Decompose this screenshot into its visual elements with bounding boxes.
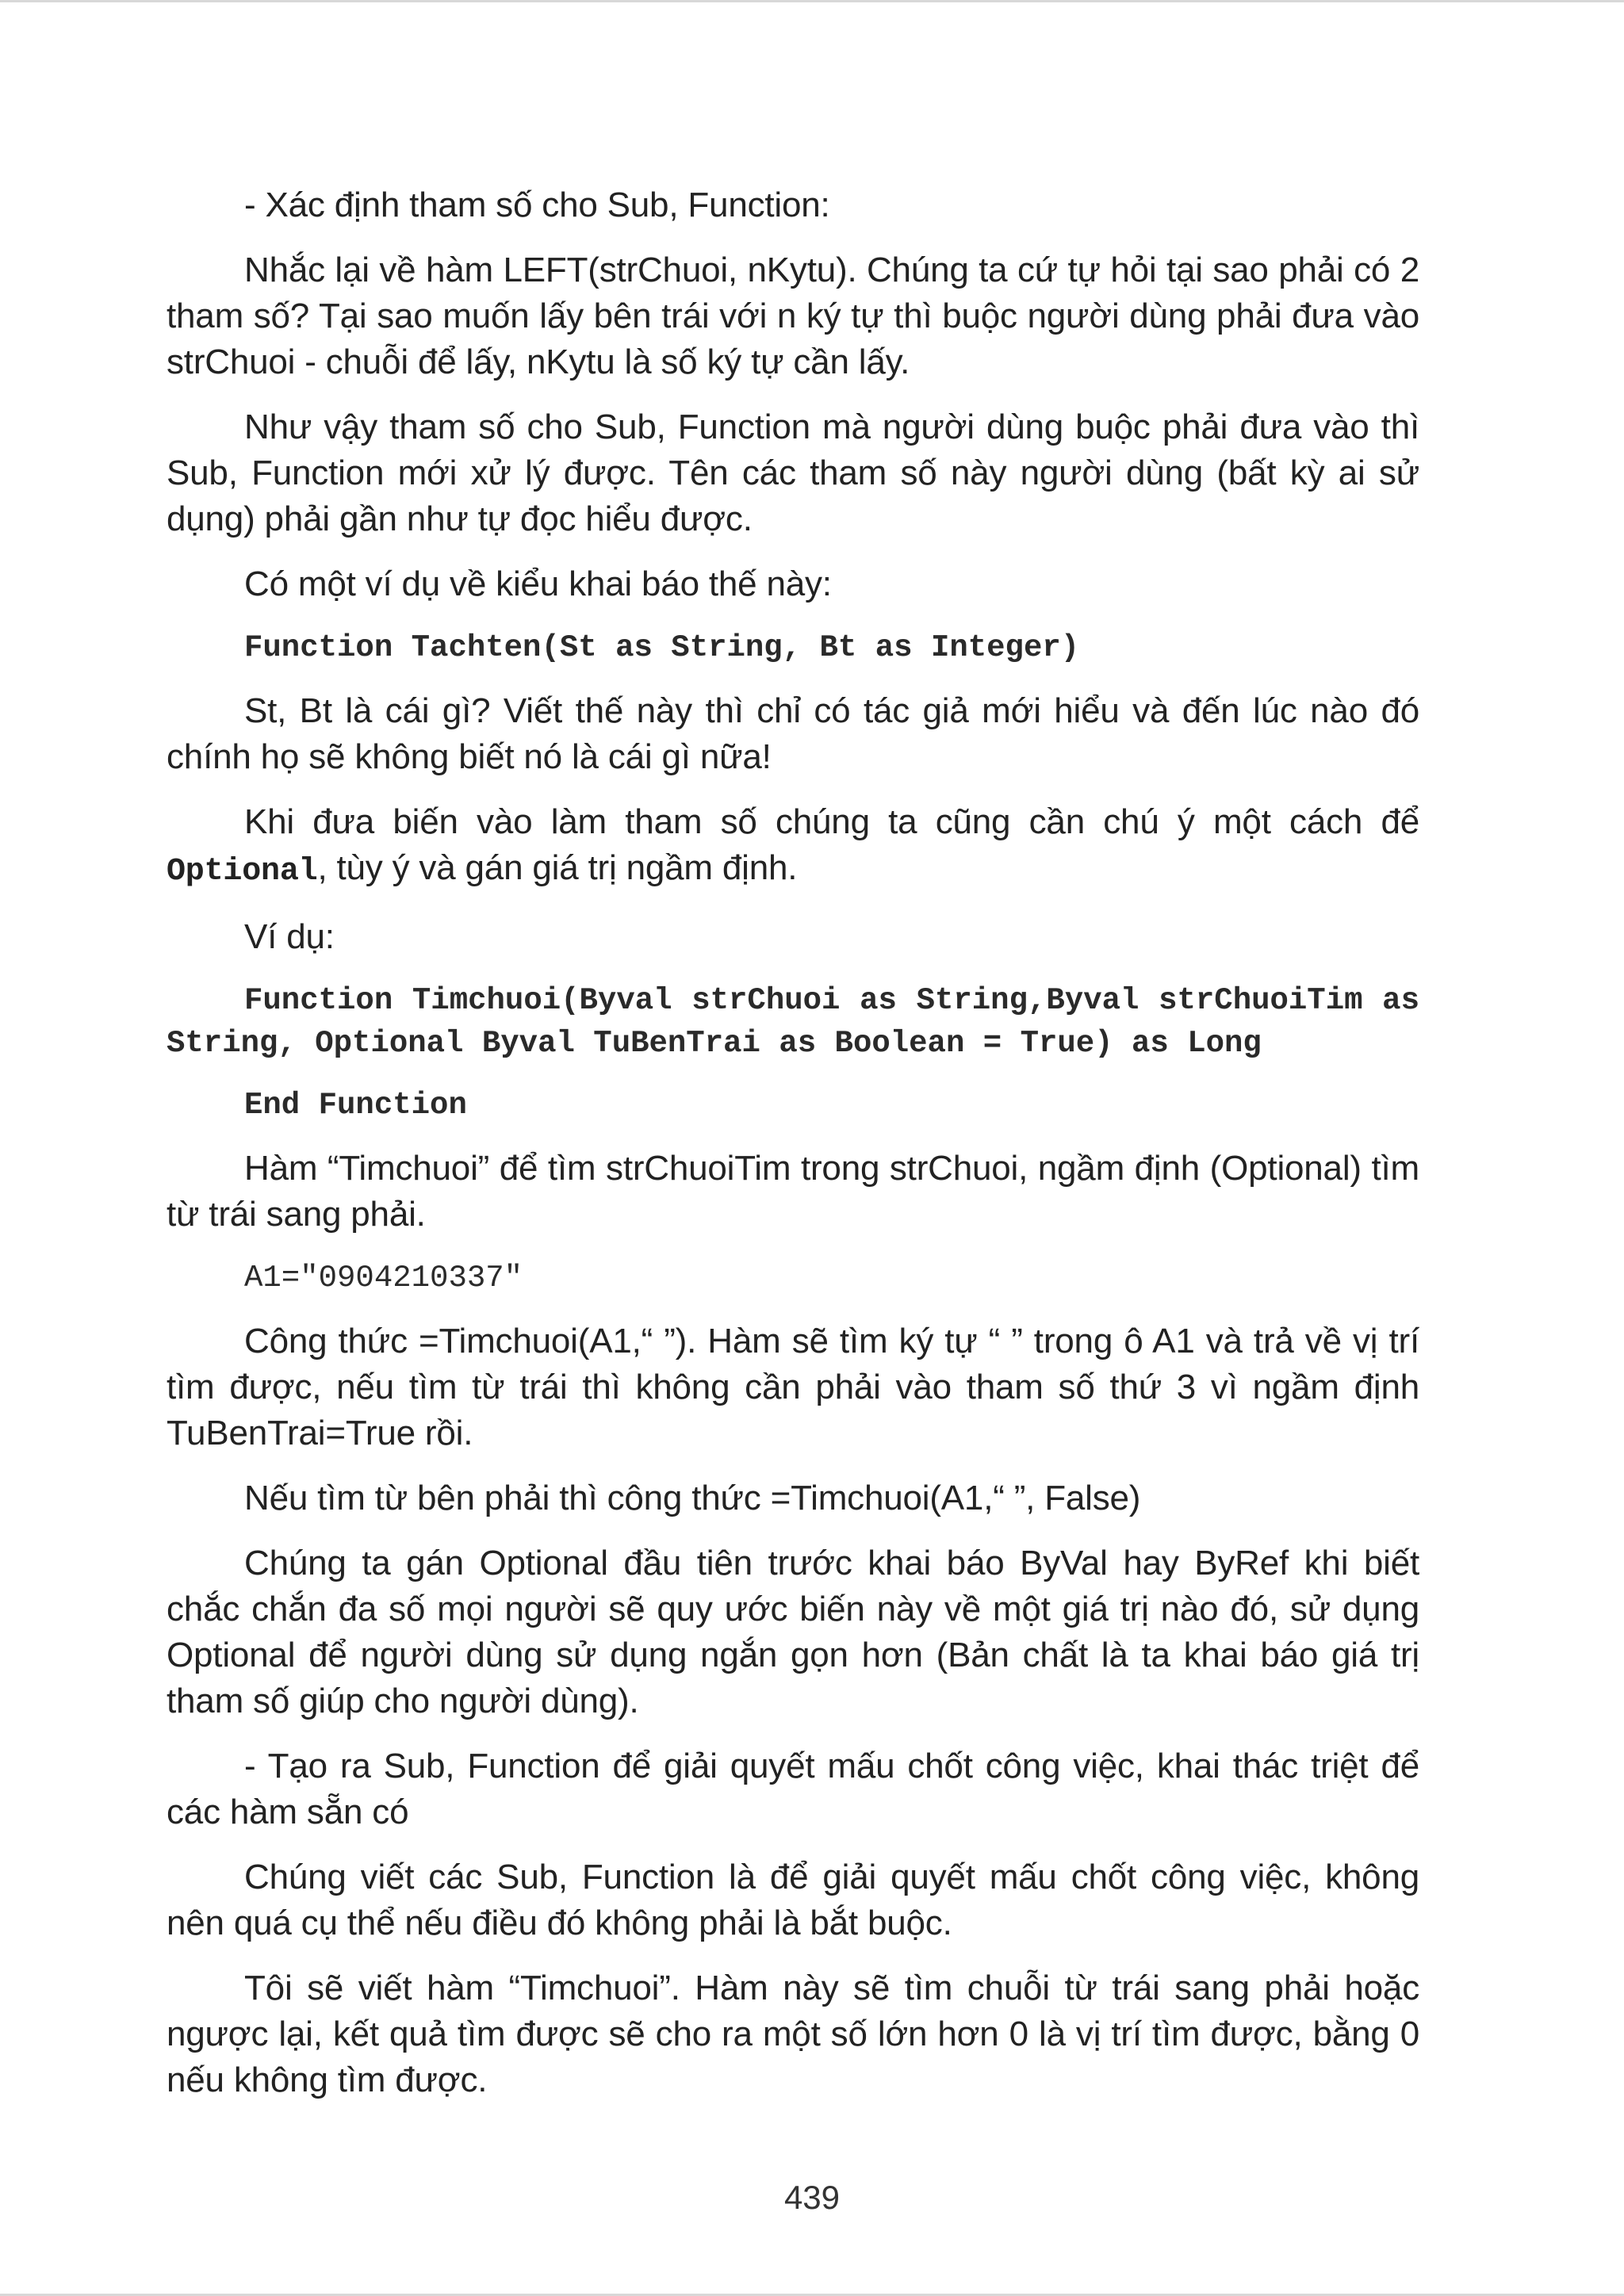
paragraph-optional-usage: Chúng ta gán Optional đầu tiên trước khai báo ByVal hay ByRef khi biết chắc chắn đa số mọi người sẽ quy ước biến này về một giá trị nào đó, sử dụng Optional để người dùng sử dụng ngắn gọn hơn (Bản chất là ta khai báo giá trị tham số giúp cho người dùng). bbox=[167, 1544, 1419, 1720]
paragraph-st-bt: St, Bt là cái gì? Viết thế này thì chỉ có tác giả mới hiểu và đến lúc nào đó chính họ sẽ không biết nó là cái gì nữa! bbox=[167, 691, 1419, 776]
page-body bbox=[167, 182, 1419, 2122]
paragraph-parameter-naming: Như vậy tham số cho Sub, Function mà người dùng buộc phải đưa vào thì Sub, Function mới xử lý được. Tên các tham số này người dùng (bất kỳ ai sử dụng) phải gần như tự đọc hiểu được. bbox=[167, 408, 1419, 538]
paragraph-timchuoi-description: Hàm “Timchuoi” để tìm strChuoiTim trong strChuoi, ngầm định (Optional) tìm từ trái sang phải. bbox=[167, 1149, 1419, 1234]
paragraph-optional-text-2: , tùy ý và gán giá trị ngầm định. bbox=[317, 848, 798, 887]
paragraph-create-sub-heading: - Tạo ra Sub, Function để giải quyết mấu chốt công việc, khai thác triệt để các hàm sẵn có bbox=[167, 1747, 1419, 1831]
optional-keyword: Optional bbox=[167, 854, 318, 890]
scan-top-edge bbox=[0, 0, 1624, 2]
code-timchuoi-declaration: Function Timchuoi(Byval strChuoi as String,Byval strChuoiTim as String, Optional Byval TuBenTrai as Boolean = True) as Long bbox=[167, 983, 1419, 1061]
paragraph-parameter-heading: - Xác định tham số cho Sub, Function: bbox=[244, 186, 830, 224]
paragraph-optional bbox=[167, 799, 1419, 895]
paragraph-example-intro: Có một ví dụ về kiểu khai báo thế này: bbox=[244, 564, 832, 603]
code-end-function: End Function bbox=[244, 1088, 467, 1123]
paragraph-left-function: Nhắc lại về hàm LEFT(strChuoi, nKytu). Chúng ta cứ tự hỏi tại sao phải có 2 tham số? Tại sao muốn lấy bên trái với n ký tự thì buộc người dùng phải đưa vào strChuoi - chuỗi để lấy, nKytu là số ký tự cần lấy. bbox=[167, 251, 1419, 381]
paragraph-optional-text-1: Khi đưa biến vào làm tham số chúng ta cũng cần chú ý một cách để bbox=[244, 802, 1419, 841]
page-number: 439 bbox=[783, 2179, 841, 2216]
paragraph-timchuoi-plan: Tôi sẽ viết hàm “Timchuoi”. Hàm này sẽ tìm chuỗi từ trái sang phải hoặc ngược lại, kết quả tìm được sẽ cho ra một số lớn hơn 0 là vị trí tìm được, bằng 0 nếu không tìm được. bbox=[167, 1969, 1419, 2099]
paragraph-example-label: Ví dụ: bbox=[244, 917, 335, 956]
paragraph-formula-right: Nếu tìm từ bên phải thì công thức =Timchuoi(A1,“ ”, False) bbox=[244, 1479, 1141, 1517]
paragraph-formula-left: Công thức =Timchuoi(A1,“ ”). Hàm sẽ tìm ký tự “ ” trong ô A1 và trả về vị trí tìm được, nếu tìm từ trái thì không cần phải vào tham số thứ 3 vì ngầm định TuBenTrai=True rồi. bbox=[167, 1322, 1419, 1452]
code-a1-value: A1=″0904210337″ bbox=[244, 1261, 523, 1295]
code-tachten: Function Tachten(St as String, Bt as Integer) bbox=[244, 630, 1080, 665]
paragraph-key-work: Chúng viết các Sub, Function là để giải quyết mấu chốt công việc, không nên quá cụ thể nếu điều đó không phải là bắt buộc. bbox=[167, 1858, 1419, 1942]
